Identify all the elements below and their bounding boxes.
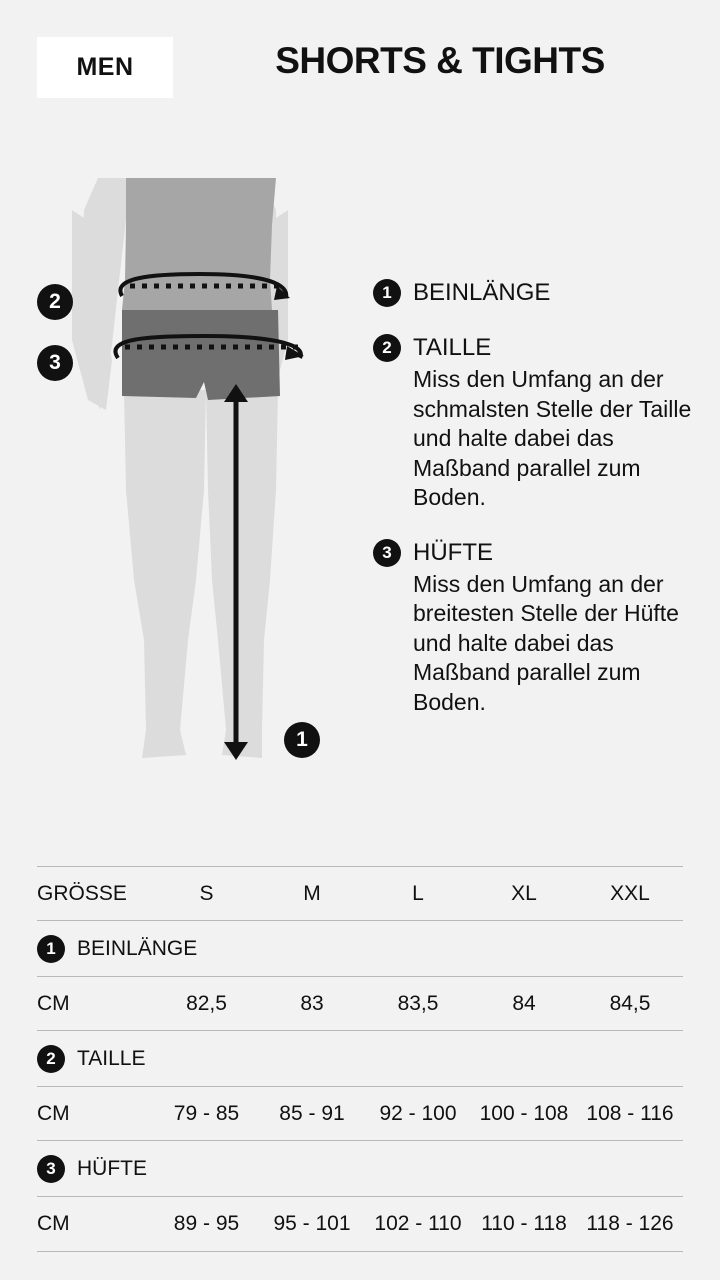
- legend-item-waist: [373, 333, 703, 513]
- table-cell: 102 - 110: [365, 1197, 471, 1252]
- inseam-number-badge: 1: [284, 722, 320, 758]
- table-cell: 100 - 108: [471, 1087, 577, 1141]
- legend-description: Miss den Umfang an der schmalsten Stelle der Taille und halte dabei das Maßband parallel zum Boden.: [413, 366, 692, 510]
- section-label: BEINLÄNGE: [77, 936, 198, 960]
- table-row: [37, 1087, 683, 1141]
- number-badge: 3: [37, 1155, 65, 1183]
- legend-description: Miss den Umfang an der breitesten Stelle der Hüfte und halte dabei das Maßband parallel zum Boden.: [413, 570, 679, 715]
- table-cell: 83,5: [365, 977, 471, 1031]
- size-xxl: XXL: [577, 867, 683, 921]
- table-row: [37, 977, 683, 1031]
- table-cell: 84,5: [577, 977, 683, 1031]
- number-badge: 3: [373, 539, 401, 567]
- table-cell: 84: [471, 977, 577, 1031]
- legend-label: HÜFTE: [413, 538, 493, 566]
- unit-label: CM: [37, 977, 154, 1031]
- size-xl: XL: [471, 867, 577, 921]
- table-cell: 89 - 95: [154, 1197, 259, 1252]
- measurement-legend: [373, 278, 703, 742]
- size-header: GRÖSSE: [37, 867, 154, 921]
- unit-label: CM: [37, 1087, 154, 1141]
- table-cell: 108 - 116: [577, 1087, 683, 1141]
- section-row-hip: [37, 1141, 683, 1197]
- page-title: SHORTS & TIGHTS: [275, 40, 605, 81]
- table-row: [37, 1197, 683, 1252]
- men-tab[interactable]: MEN: [37, 37, 173, 98]
- section-label: TAILLE: [77, 1046, 146, 1070]
- number-badge: 2: [37, 1045, 65, 1073]
- waist-number-badge: 2: [37, 284, 73, 320]
- unit-label: CM: [37, 1197, 154, 1252]
- size-m: M: [259, 867, 365, 921]
- table-header-row: [37, 867, 683, 921]
- table-cell: 95 - 101: [259, 1197, 365, 1252]
- legend-item-inseam: [373, 278, 703, 308]
- size-l: L: [365, 867, 471, 921]
- hip-number-badge: 3: [37, 345, 73, 381]
- body-measurement-figure: [0, 160, 360, 800]
- section-row-waist: [37, 1031, 683, 1087]
- table-cell: 110 - 118: [471, 1197, 577, 1252]
- table-cell: 92 - 100: [365, 1087, 471, 1141]
- legend-item-hip: [373, 538, 703, 718]
- size-table: [37, 866, 683, 1252]
- table-cell: 85 - 91: [259, 1087, 365, 1141]
- legend-label: TAILLE: [413, 334, 492, 361]
- number-badge: 1: [37, 935, 65, 963]
- body-silhouette-icon: [0, 160, 360, 800]
- table-cell: 79 - 85: [154, 1087, 259, 1141]
- table-cell: 82,5: [154, 977, 259, 1031]
- legend-label: BEINLÄNGE: [413, 279, 551, 306]
- number-badge: 2: [373, 334, 401, 362]
- section-label: HÜFTE: [77, 1156, 147, 1180]
- number-badge: 1: [373, 279, 401, 307]
- section-row-inseam: [37, 921, 683, 977]
- table-cell: 83: [259, 977, 365, 1031]
- size-s: S: [154, 867, 259, 921]
- table-cell: 118 - 126: [577, 1197, 683, 1252]
